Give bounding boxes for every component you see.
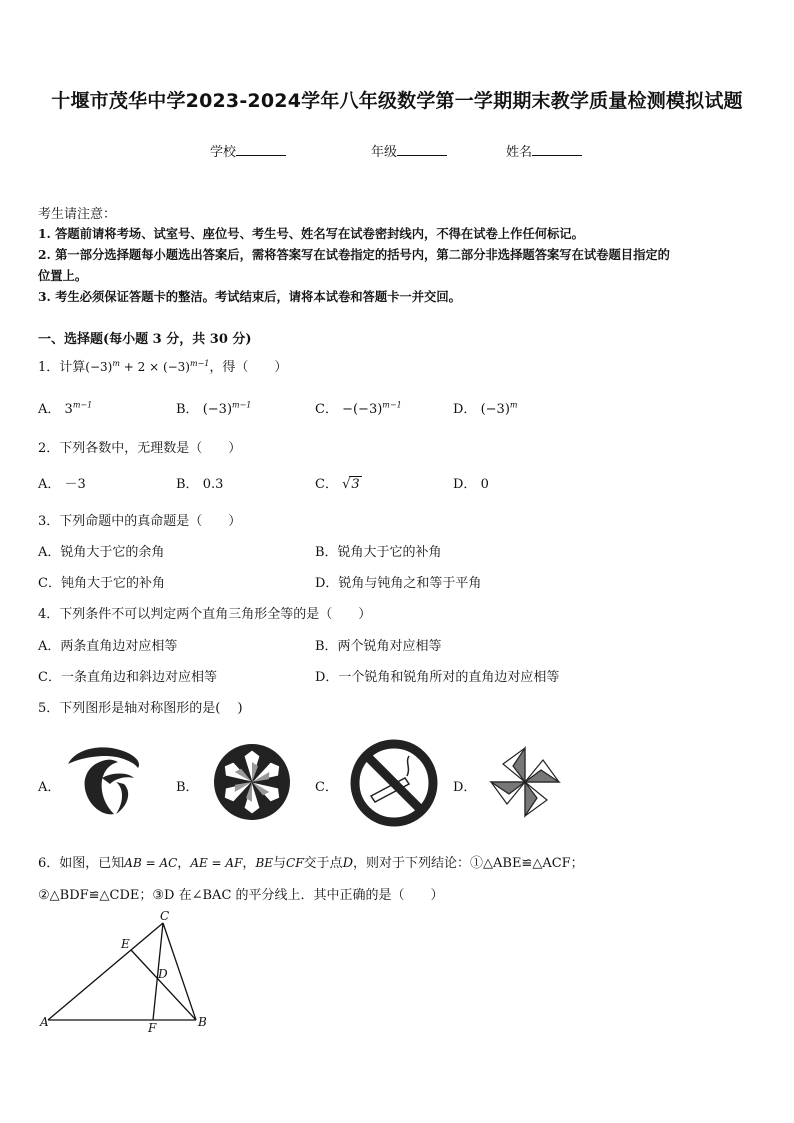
school-label: 学校 bbox=[210, 145, 237, 160]
sqrt-symbol: √ bbox=[342, 477, 351, 492]
notice-heading: 考生请注意： bbox=[38, 207, 117, 222]
school-blank[interactable] bbox=[236, 143, 286, 156]
grade-blank[interactable] bbox=[397, 143, 447, 156]
question-3: 3．下列命题中的真命题是（ ） bbox=[38, 514, 242, 529]
q1-option-b[interactable]: B． $(-3)^{m-1}$ bbox=[176, 400, 252, 417]
name-field[interactable] bbox=[506, 141, 582, 160]
q2-option-c[interactable]: C． √3 bbox=[315, 477, 360, 492]
flower-disc-icon[interactable] bbox=[212, 742, 292, 822]
q5-option-a-label[interactable]: A． bbox=[38, 780, 61, 795]
telecom-logo-icon[interactable] bbox=[62, 742, 144, 822]
question-5: 5．下列图形是轴对称图形的是( ) bbox=[38, 701, 243, 716]
no-smoking-sign-icon[interactable] bbox=[349, 738, 439, 828]
grade-label: 年级 bbox=[371, 145, 398, 160]
point-label-b: B bbox=[198, 1015, 207, 1029]
point-label-f: F bbox=[148, 1021, 157, 1034]
notice-item: 1. 答题前请将考场、试室号、座位号、考生号、姓名写在试卷密封线内，不得在试卷上作任何标记。 bbox=[38, 226, 584, 241]
name-blank[interactable] bbox=[532, 143, 582, 156]
point-label-e: E bbox=[121, 937, 130, 951]
q3-option-d[interactable]: D．锐角与钝角之和等于平角 bbox=[315, 576, 482, 591]
name-label: 姓名 bbox=[506, 145, 533, 160]
q4-option-b[interactable]: B．两个锐角对应相等 bbox=[315, 639, 442, 654]
q2-option-b[interactable]: B． 0.3 bbox=[176, 477, 224, 492]
segment-be bbox=[131, 950, 196, 1020]
pinwheel-icon[interactable] bbox=[489, 744, 561, 820]
section-heading: 一、选择题(每小题 3 分，共 30 分) bbox=[38, 332, 252, 347]
segment-ac bbox=[48, 923, 163, 1020]
point-label-d: D bbox=[158, 967, 168, 981]
q4-option-a[interactable]: A．两条直角边对应相等 bbox=[38, 639, 178, 654]
notice-item: 位置上。 bbox=[38, 268, 88, 283]
q3-option-c[interactable]: C．钝角大于它的补角 bbox=[38, 576, 165, 591]
q3-option-b[interactable]: B．锐角大于它的补角 bbox=[315, 545, 442, 560]
point-label-a: A bbox=[40, 1015, 49, 1029]
notice-item: 2. 第一部分选择题每小题选出答案后，需将答案写在试卷指定的括号内，第二部分非选择题答案写在试卷题目指定的 bbox=[38, 247, 670, 262]
grade-field[interactable] bbox=[371, 141, 447, 160]
point-label-c: C bbox=[160, 910, 170, 923]
question-4: 4．下列条件不可以判定两个直角三角形全等的是（ ） bbox=[38, 607, 372, 622]
notice-item: 3. 考生必须保证答题卡的整洁。考试结束后，请将本试卷和答题卡一并交回。 bbox=[38, 289, 461, 304]
question-1: 1．计算$(-3)^m + 2 \times (-3)^{m-1}$，得（ ） bbox=[38, 359, 288, 375]
q2-option-d[interactable]: D． 0 bbox=[453, 477, 489, 492]
q5-option-d-label[interactable]: D． bbox=[453, 780, 477, 795]
question-2: 2．下列各数中，无理数是（ ） bbox=[38, 441, 242, 456]
question-6-line-2: ②△BDF≌△CDE；③D 在∠BAC 的平分线上．其中正确的是（ ） bbox=[38, 888, 444, 903]
q5-option-c-label[interactable]: C． bbox=[315, 780, 338, 795]
segment-bc bbox=[163, 923, 196, 1020]
q1-option-a[interactable]: A． $3^{m-1}$ bbox=[38, 400, 93, 417]
question-6-line-1: 6．如图，已知AB = AC，AE = AF，BE与CF交于点D，则对于下列结论：①△ABE≌△ACF； bbox=[38, 856, 584, 871]
triangle-figure bbox=[36, 910, 216, 1034]
exam-title: 十堰市茂华中学2023-2024学年八年级数学第一学期期末教学质量检测模拟试题 bbox=[51, 90, 743, 112]
q3-option-a[interactable]: A．锐角大于它的余角 bbox=[38, 545, 165, 560]
q4-option-c[interactable]: C．一条直角边和斜边对应相等 bbox=[38, 670, 217, 685]
q1-option-c[interactable]: C． $-(-3)^{m-1}$ bbox=[315, 400, 402, 417]
school-field[interactable] bbox=[210, 141, 286, 160]
q1-option-d[interactable]: D． $(-3)^m$ bbox=[453, 400, 518, 417]
q2-option-a[interactable]: A． －3 bbox=[38, 477, 86, 492]
q5-option-b-label[interactable]: B． bbox=[176, 780, 199, 795]
q4-option-d[interactable]: D．一个锐角和锐角所对的直角边对应相等 bbox=[315, 670, 560, 685]
